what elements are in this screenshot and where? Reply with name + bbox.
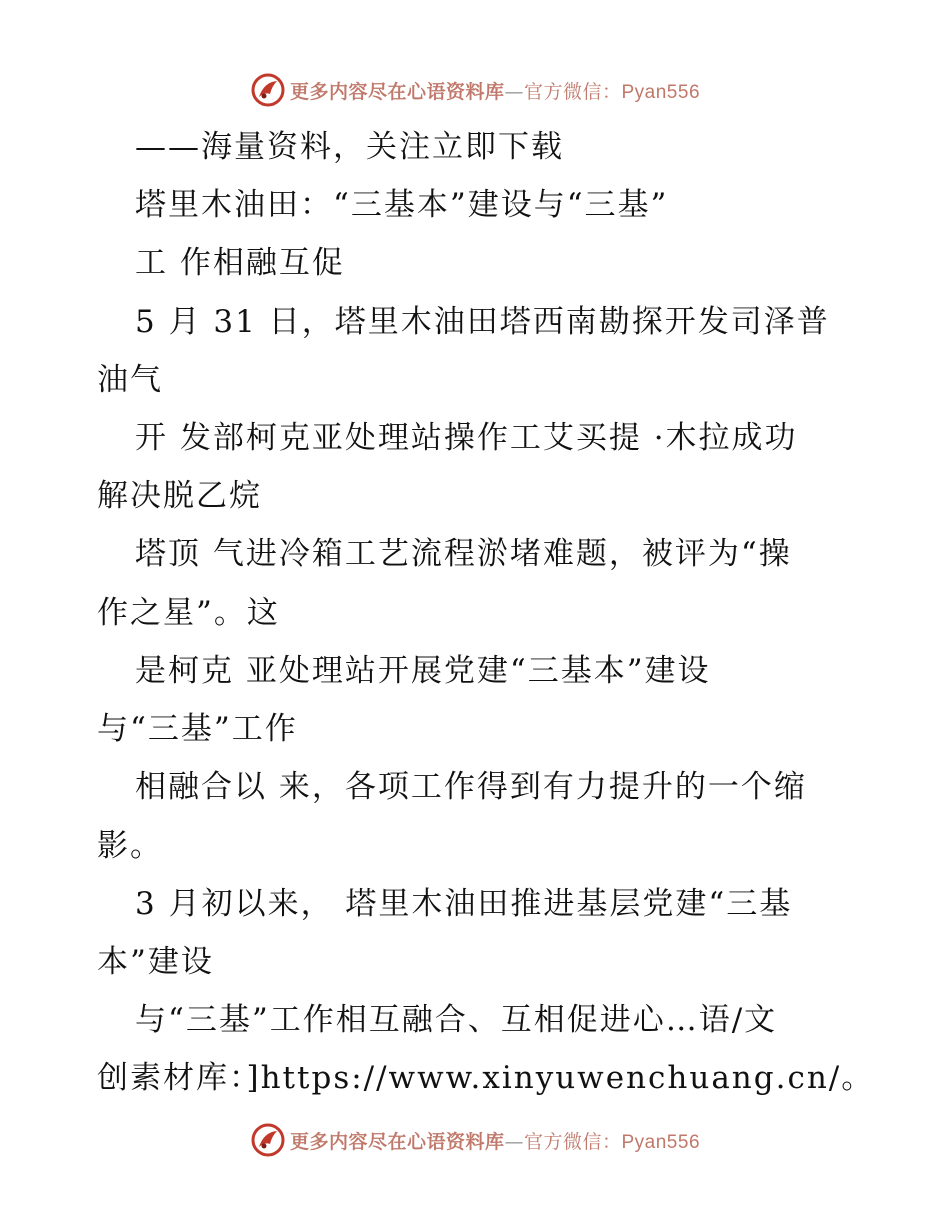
text-line: 3 月初以来， 塔里木油田推进基层党建“三基 — [135, 886, 793, 922]
footer-banner — [0, 1120, 950, 1160]
banner-separator: — — [504, 80, 524, 103]
text-line: ——海量资料，关注立即下载 — [135, 129, 564, 165]
banner-text — [290, 1127, 700, 1154]
banner-separator: — — [504, 1130, 524, 1153]
text-line: 相融合以 来，各项工作得到有力提升的一个缩 — [135, 769, 807, 805]
banner-wechat-id: Pyan556 — [621, 81, 701, 103]
banner-wechat-label: 官方微信： — [523, 80, 622, 103]
text-line: 解决脱乙烷 — [97, 478, 262, 514]
text-line: 创素材库：]https://www.xinyuwenchuang.cn/。 — [97, 1060, 875, 1096]
text-line: 开 发部柯克亚处理站操作工艾买提 ·木拉成功 — [135, 420, 798, 456]
text-line: 5 月 31 日，塔里木油田塔西南勘探开发司泽普 — [135, 304, 830, 340]
text-line: 塔里木油田：“三基本”建设与“三基” — [135, 187, 669, 223]
text-line: 本”建设 — [97, 944, 214, 980]
text-line: 油气 — [97, 362, 163, 398]
text-line: 是柯克 亚处理站开展党建“三基本”建设 — [135, 653, 711, 689]
text-line: 作之星”。这 — [97, 595, 280, 631]
text-line: 影。 — [97, 828, 163, 864]
banner-site-name: 更多内容尽在心语资料库 — [289, 80, 505, 103]
text-line: 与“三基”工作相互融合、互相促进心…语/文 — [135, 1002, 778, 1038]
banner-site-name: 更多内容尽在心语资料库 — [289, 1130, 505, 1153]
text-line: 塔顶 气进冷箱工艺流程淤堵难题，被评为“操 — [135, 536, 792, 572]
text-line: 与“三基”工作 — [97, 711, 298, 747]
banner-wechat-id: Pyan556 — [621, 1131, 701, 1153]
banner-wechat-label: 官方微信： — [523, 1130, 622, 1153]
text-line: 工 作相融互促 — [135, 245, 345, 281]
brand-logo-icon — [250, 1122, 286, 1158]
